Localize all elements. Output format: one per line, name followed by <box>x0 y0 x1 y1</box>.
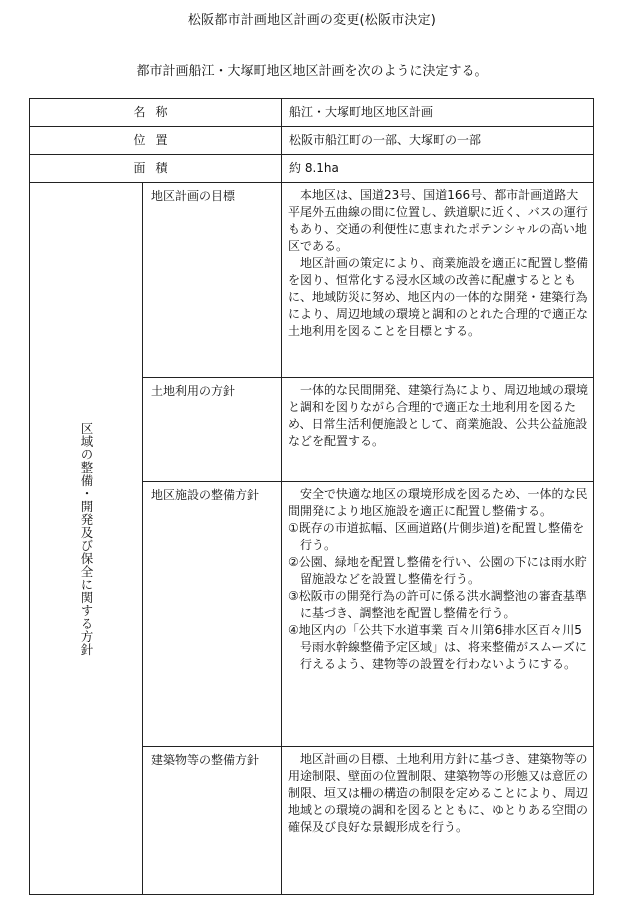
table-row-name <box>30 99 594 127</box>
land-use-paragraph: 一体的な民間開発、建築行為により、周辺地域の環境と調和を図りながら合理的で適正な土地利用を図るため、日常生活利便施設として、商業施設、公共公益施設などを配置する。 <box>288 383 589 448</box>
district-plan-table <box>29 98 594 895</box>
location-label: 位置 <box>30 127 282 155</box>
land-use-label: 土地利用の方針 <box>143 378 282 482</box>
facility-intro: 安全で快適な地区の環境形成を図るため、一体的な民間開発により地区施設を適正に配置し整備する。 <box>288 487 588 518</box>
building-body <box>282 747 594 895</box>
objective-body <box>282 183 594 378</box>
facility-list-item-4: ④地区内の「公共下水道事業 百々川第6排水区百々川5号雨水幹線整備予定区域」は、将来整備がスムーズに行えるよう、建物等の設置を行わないようにする。 <box>288 623 587 671</box>
facility-list-item-1: ①既存の市道拡幅、区画道路(片側歩道)を配置し整備を行う。 <box>288 521 585 552</box>
objective-paragraph-2: 地区計画の策定により、商業施設を適正に配置し整備を図り、恒常化する浸水区域の改善に配慮するとともに、地域防災に努め、地区内の一体的な開発・建築行為により、周辺地域の環境と調和のとれた合理的で適正な土地利用を図ることを目標とする。 <box>288 256 589 338</box>
facility-list-item-3: ③松阪市の開発行為の許可に係る洪水調整池の審査基準に基づき、調整池を配置し整備を行う。 <box>288 589 587 620</box>
location-value: 松阪市船江町の一部、大塚町の一部 <box>282 127 594 155</box>
document-title: 松阪都市計画地区計画の変更(松阪市決定) <box>187 13 437 28</box>
name-label: 名称 <box>30 99 282 127</box>
policy-section-label <box>30 183 143 895</box>
name-value: 船江・大塚町地区地区計画 <box>282 99 594 127</box>
facility-body <box>282 482 594 747</box>
building-paragraph: 地区計画の目標、土地利用方針に基づき、建築物等の用途制限、壁面の位置制限、建築物等の形態又は意匠の制限、垣又は柵の構造の制限を定めることにより、周辺地域との環境の調和を図るとともに、ゆとりある空間の確保及び良好な景観形成を行う。 <box>288 752 589 834</box>
facility-label: 地区施設の整備方針 <box>143 482 282 747</box>
land-use-body <box>282 378 594 482</box>
objective-label: 地区計画の目標 <box>143 183 282 378</box>
area-value: 約 8.1ha <box>282 155 594 183</box>
table-row-area <box>30 155 594 183</box>
document-subtitle: 都市計画船江・大塚町地区地区計画を次のように決定する。 <box>136 64 488 79</box>
table-row-objective <box>30 183 594 378</box>
area-label: 面積 <box>30 155 282 183</box>
table-row-location <box>30 127 594 155</box>
building-label: 建築物等の整備方針 <box>143 747 282 895</box>
facility-list-item-2: ②公園、緑地を配置し整備を行い、公園の下には雨水貯留施設などを設置し整備を行う。 <box>288 555 587 586</box>
policy-section-text: 区域の整備・開発及び保全に関する方針 <box>79 421 94 656</box>
objective-paragraph-1: 本地区は、国道23号、国道166号、都市計画道路大平尾外五曲線の間に位置し、鉄道駅に近く、バスの運行もあり、交通の利便性に恵まれたポテンシャルの高い地区である。 <box>288 188 588 253</box>
